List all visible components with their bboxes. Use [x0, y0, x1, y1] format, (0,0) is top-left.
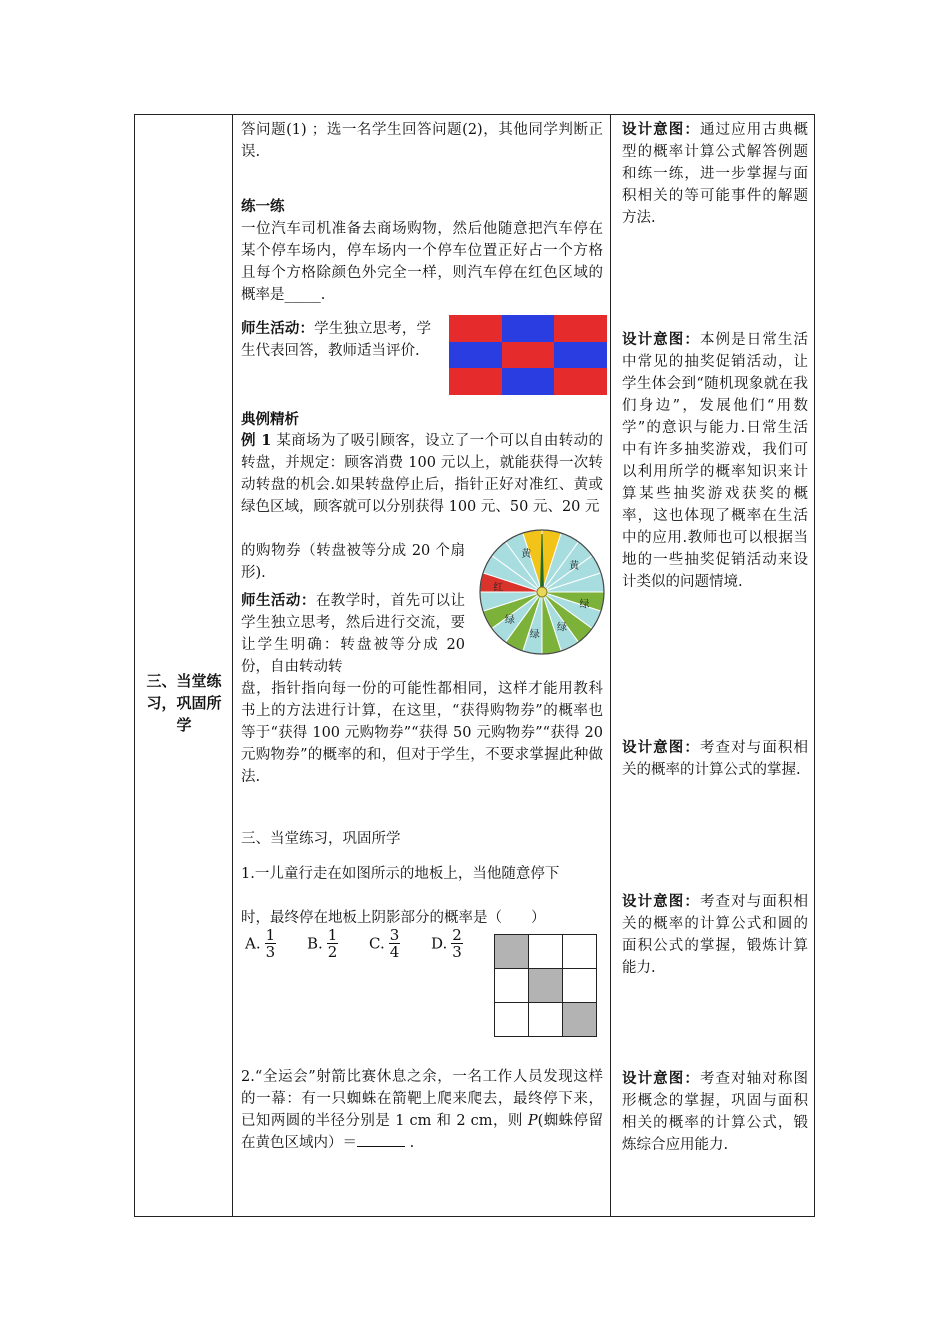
example-title: 典例精析	[241, 411, 299, 428]
floor-tile	[529, 935, 563, 969]
spinner-label: 绿	[557, 622, 567, 634]
activity-1	[241, 318, 431, 362]
intro-text: 答问题(1) ；选一名学生回答问题(2)，其他同学判断正误.	[241, 122, 603, 160]
spinner-hub	[537, 587, 547, 597]
floor-tile	[563, 935, 597, 969]
design-note: 设计意图：考查对与面积相关的概率的计算公式的掌握.	[622, 739, 809, 778]
answer-option: C. $\frac{3}{4}$	[369, 926, 400, 961]
question-1-options	[245, 927, 485, 963]
spinner-label: 黄	[521, 549, 532, 561]
floor-tile	[495, 1003, 529, 1037]
spinner-label: 黄	[569, 561, 580, 572]
parking-lot-grid	[449, 315, 607, 395]
activity-text: 学生独立思考，学生代表回答，教师适当评价.	[241, 321, 431, 359]
floor-tile	[495, 969, 529, 1003]
answer-blank	[357, 1132, 405, 1147]
floor-tile-shaded	[563, 1003, 597, 1037]
floor-tile-shaded	[495, 935, 529, 969]
floor-tile	[529, 1003, 563, 1037]
spinner-label: 绿	[504, 615, 515, 626]
prize-spinner	[477, 527, 607, 657]
spinner-label: 红	[493, 582, 504, 594]
column-divider	[610, 115, 611, 1216]
column-divider	[232, 115, 233, 1216]
example-text: 例 1 某商场为了吸引顾客，设立了一个可以自由转动的转盘，并规定：顾客消费 100 元以上，就能获得一次转动转盘的机会.如果转盘停止后，指针正好对准红、黄或绿色区域，顾客就可以分别获得 100 元、50 元、20 元	[241, 432, 604, 515]
floor-tile	[563, 969, 597, 1003]
activity-2: 师生活动：在教学时，首先可以让学生独立思考，然后进行交流，要让学生明确：转盘被等分成 20 份，自由转动转	[241, 592, 466, 675]
example-label: 例 1	[241, 432, 272, 449]
activity-label: 师生活动：	[241, 592, 316, 609]
section-heading: 三、当堂练习，巩固所学	[241, 831, 401, 847]
practice-text: 一位汽车司机准备去商场购物，然后他随意把汽车停在某个停车场内，停车场内一个停车位置正好占一个方格且每个方格除颜色外完全一样，则汽车停在红色区域的概率是_____.	[241, 221, 603, 303]
activity-2-cont: 盘，指针指向每一份的可能性都相同，这样才能用教科书上的方法进行计算，在这里，“获得购物券”的概率也等于“获得 100 元购物券”“获得 50 元购物券”“获得 20 元购物券”的概率的和，但对于学生，不要求掌握此种做法.	[241, 681, 603, 785]
question-1-line-1: 1.一儿童行走在如图所示的地板上，当他随意停下	[241, 866, 560, 882]
design-note: 设计意图：本例是日常生活中常见的抽奖促销活动，让学生体会到“随机现象就在我们身边”，发展他们“用数学”的意识与能力.日常生活中有许多抽奖游戏，我们可以利用所学的概率知识来计算某些抽奖游戏获奖的概率，这也体现了概率在生活中的应用.教师也可以根据当地的一些抽奖促销活动来设计类似的问题情境.	[622, 331, 809, 590]
design-note: 设计意图：考查对与面积相关的概率的计算公式和圆的面积公式的掌握，锻炼计算能力.	[622, 893, 809, 976]
spinner-label: 绿	[529, 629, 540, 641]
answer-option: A. $\frac{1}{3}$	[245, 926, 276, 961]
example-text-cont: 的购物券（转盘被等分成 20 个扇形).	[241, 543, 465, 581]
question-1-line-2: 时，最终停在地板上阴影部分的概率是（ ）	[241, 910, 546, 926]
answer-option: D. $\frac{2}{3}$	[431, 926, 462, 961]
floor-grid	[494, 934, 597, 1037]
practice-title: 练一练	[241, 198, 285, 215]
activity-label: 师生活动：	[241, 320, 315, 337]
question-2: 2.“全运会”射箭比赛休息之余，一名工作人员发现这样的一幕：有一只蜘蛛在箭靶上爬来爬去，最终停下来，已知两圆的半径分别是 1 cm 和 2 cm，则 P(蜘蛛停留在黄色区域内）＝ .	[241, 1069, 603, 1151]
design-note: 设计意图：考查对轴对称图形概念的掌握，巩固与面积相关的概率的计算公式，锻炼综合应用能力.	[622, 1070, 809, 1153]
floor-tile-shaded	[529, 969, 563, 1003]
spinner-label: 绿	[579, 599, 590, 611]
section-column	[135, 115, 232, 1216]
lesson-table	[134, 114, 815, 1217]
answer-option: B. $\frac{1}{2}$	[307, 926, 338, 961]
design-note: 设计意图：通过应用古典概型的概率计算公式解答例题和练一练，进一步掌握与面积相关的等可能事件的解题方法.	[622, 121, 809, 226]
section-label: 三、当堂练习，巩固所学	[146, 672, 222, 734]
